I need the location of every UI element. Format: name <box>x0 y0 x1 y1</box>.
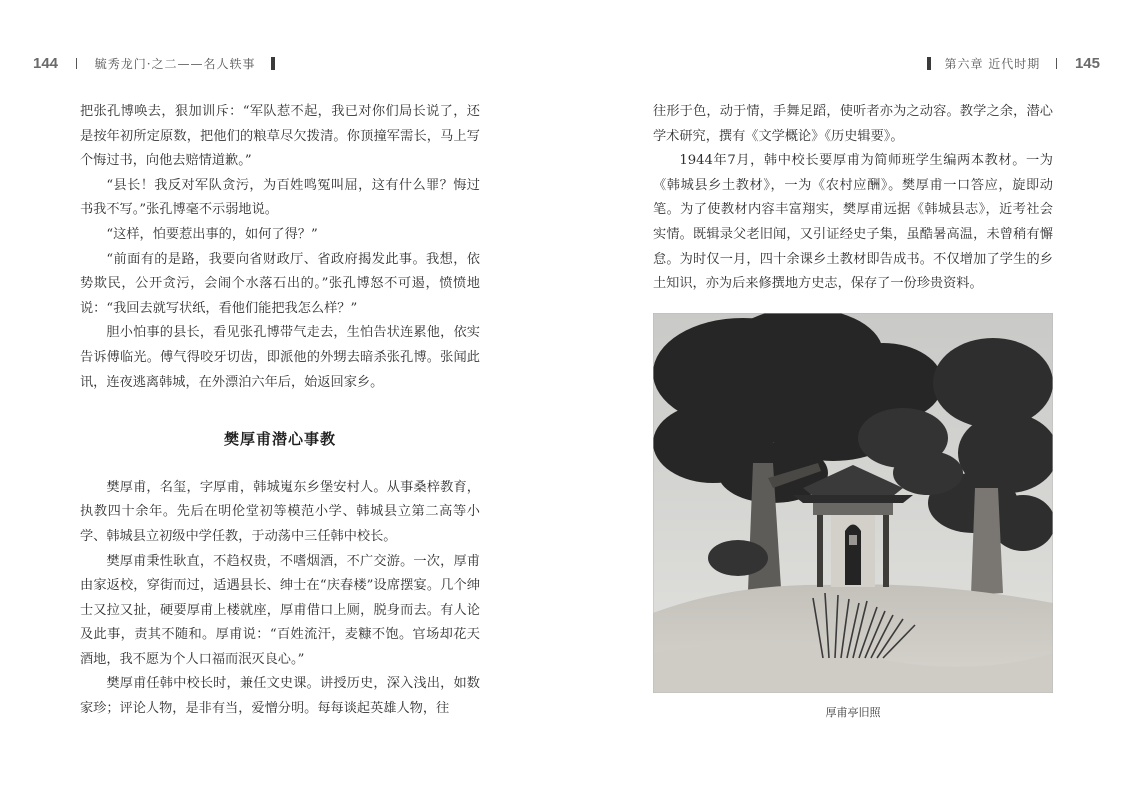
paragraph: 樊厚甫秉性耿直，不趋权贵，不嗜烟酒，不广交游。一次，厚甫由家返校，穿街而过，适遇县长、绅士在“庆春楼”设席摆宴。几个绅士又拉又扯，硬要厚甫上楼就座，厚甫借口上厕，脱身而去。有人论及此事，责其不随和。厚甫说：“百姓流汗，麦糠不饱。官场却花天酒地，我不愿为个人口福而泯灭良心。” <box>80 553 480 667</box>
header-separator <box>76 58 77 69</box>
left-page-text <box>80 100 480 722</box>
page-number-left: 144 <box>33 55 59 72</box>
paragraph: 胆小怕事的县长，看见张孔博带气走去，生怕告状连累他，依实告诉傅临光。傅气得咬牙切齿，即派他的外甥去暗杀张孔博。张闻此讯，连夜逃离韩城，在外漂泊六年后，始返回家乡。 <box>80 325 480 390</box>
page-header-right <box>927 55 1100 72</box>
photo-caption: 厚甫亭旧照 <box>825 707 881 719</box>
book-title: 毓秀龙门·之二——名人轶事 <box>94 57 256 71</box>
paragraph: “县长！我反对军队贪污，为百姓鸣冤叫屈，这有什么罪？悔过书我不写。”张孔博毫不示弱地说。 <box>80 177 480 218</box>
header-separator <box>1056 58 1057 69</box>
pavilion-photo <box>653 313 1053 693</box>
paragraph: 把张孔博唤去，狠加训斥：“军队惹不起，我已对你们局长说了，还是按年初所定原数，把他们的粮草尽欠拨清。你顶撞军需长，马上写个悔过书，向他去赔情道歉。” <box>80 104 480 169</box>
header-bar-mark <box>271 57 275 70</box>
paragraph: “前面有的是路，我要向省财政厅、省政府揭发此事。我想，依势欺民，公开贪污，会闹个水落石出的。”张孔博怒不可遏，愤愤地说：“我回去就写状纸，看他们能把我怎么样？” <box>80 251 480 316</box>
page-number-right: 145 <box>1074 55 1100 72</box>
paragraph: 樊厚甫任韩中校长时，兼任文史课。讲授历史，深入浅出，如数家珍；评论人物，是非有当，爱憎分明。每每谈起英雄人物，往 <box>80 676 480 717</box>
section-title: 樊厚甫潜心事教 <box>223 430 336 449</box>
header-bar-mark <box>927 57 931 70</box>
right-page-text <box>653 100 1053 297</box>
right-tree-trunk <box>971 488 1003 595</box>
paragraph: 往形于色，动于情，手舞足蹈，使听者亦为之动容。教学之余，潜心学术研究，撰有《文学概论》《历史辑要》。 <box>653 104 1053 144</box>
paragraph: 1944年7月，韩中校长要厚甫为简师班学生编两本教材。一为《韩城县乡土教材》，一为《农村应酬》。樊厚甫一口答应，旋即动笔。为了使教材内容丰富翔实，樊厚甫远据《韩城县志》，近考社会实情。既辑录父老旧闻，又引证经史子集，虽酷暑高温，未曾稍有懈怠。为时仅一月，四十余课乡土教材即告成书。不仅增加了学生的乡土知识，亦为后来修撰地方史志，保存了一份珍贵资料。 <box>653 153 1053 292</box>
paragraph: 樊厚甫，名玺，字厚甫，韩城嵬东乡堡安村人。从事桑梓教育，执教四十余年。先后在明伦堂初等模范小学、韩城县立第二高等小学、韩城县立初级中学任教，于动荡中三任韩中校长。 <box>80 479 480 544</box>
chapter-title: 第六章 近代时期 <box>944 57 1041 71</box>
paragraph: “这样，怕要惹出事的，如何了得？” <box>106 226 318 242</box>
page-header-left <box>33 55 275 72</box>
